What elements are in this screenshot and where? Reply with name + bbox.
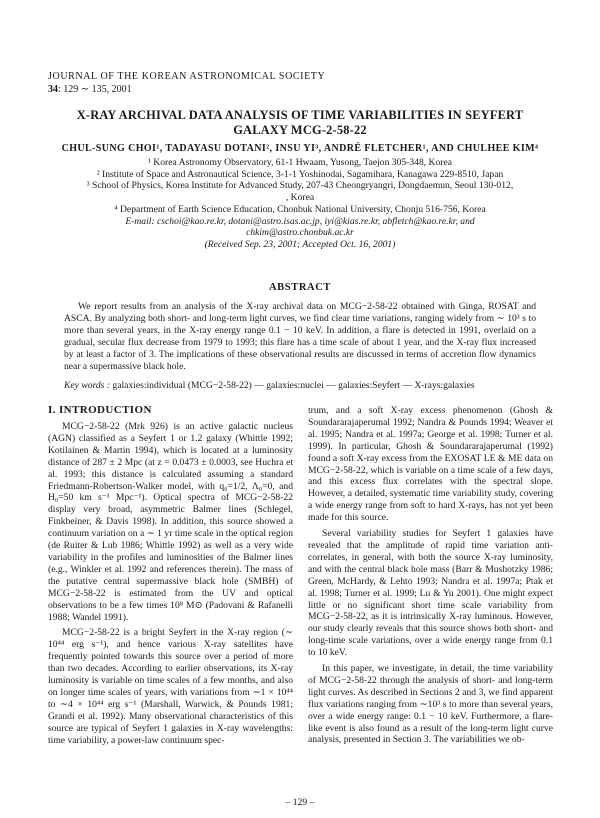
affiliation-3: ³ School of Physics, Korea Institute for Advanced Study, 207-43 Cheongryangri, Dongdaemun, Seoul 130-012, [86,180,514,192]
intro-paragraph-2-cont: trum, and a soft X-ray excess phenomenon (Ghosh & Soundararajaperumal 1992; Nandra & Pounds 1994; Weaver et al. 1995; Nandra et al. 1997a; George et al. 1998; Turner et al. 1999). In particular, Ghosh & Soundararajaperumal (1992) found a soft X-ray excess from the EXOSAT LE & ME data on MCG−2-58-22, which is variable on a time scale of a few days, and this excess flux correlates with the spectral slope. However, a detailed, systematic time variability study, covering a wide energy range from soft to hard X-rays, has not yet been made for this source. [308,405,553,524]
author-list: CHUL-SUNG CHOI¹, TADAYASU DOTANI², INSU YI³, ANDRÉ FLETCHER¹, AND CHULHEE KIM⁴ [61,143,539,154]
email-line-2: chkim@astro.chonbuk.ac.kr [246,227,354,239]
paper-title [40,108,560,138]
affiliation-4: ⁴ Department of Earth Science Education, Chonbuk National University, Chonju 516-756, Korea [114,203,486,215]
journal-volume-line [48,84,132,95]
right-column [308,405,553,746]
intro-paragraph-3: Several variability studies for Seyfert 1 galaxies have revealed that the amplitude of rapid time variation anti-correlates, in general, with both the source X-ray luminosity, and with the central black hole mass (Barr & Mushotzky 1986; Green, McHardy, & Lehto 1993; Nandra et al. 1997a; Ptak et al. 1998; Turner et al. 1999; Lu & Yu 2001). One might expect little or no significant short time scale variability from MCG−2-58-22, as it is intrinsically X-ray luminous. However, our study clearly reveals that this source shows both short- and long-time scale variations, over a wide energy range from 0.1 to 10 keV. [308,528,553,659]
page-number: – 129 – [285,797,315,808]
title-line-1: X-RAY ARCHIVAL DATA ANALYSIS OF TIME VARIABILITIES IN SEYFERT [76,108,524,122]
abstract-text: We report results from an analysis of the X-ray archival data on MCG−2-58-22 obtained with Ginga, ROSAT and ASCA. By analyzing both short- and long-term light curves, we find clear time variations, ranging widely from ∼ 10³ s to more than several years, in the X-ray energy range 0.1 − 10 keV. In addition, a flare is detected in 1991, overlaid on a gradual, secular flux decrease from 1979 to 1993; this flare has a time scale of about 1 year, and the X-ray flux increased by at least a factor of 3. The implications of these observational results are discussed in terms of accretion flow dynamics near a supermassive black hole. [64,301,536,372]
abstract-heading: ABSTRACT [269,282,331,293]
email-line-1: E-mail: cschoi@kao.re.kr, dotani@astro.isas.ac.jp, iyi@kias.re.kr, abfletch@kao.re.kr, and [125,215,475,227]
intro-paragraph-1: MCG−2-58-22 (Mrk 926) is an active galactic nucleus (AGN) classified as a Seyfert 1 or 1.2 galaxy (Whittle 1992; Kotilainen & Martin 1994), which is located at a luminosity distance of 287 ± 2 Mpc (at z = 0.0473 ± 0.0003, see Huchra et al. 1993; this distance is calculated assuming a standard Friedmann-Robertson-Walker model, with q₀=1/2, Λ₀=0, and H₀=50 km s⁻¹ Mpc⁻¹). Optical spectra of MCG−2-58-22 display very broad, asymmetric Balmer lines (Schlegel, Finkbeiner, & Davis 1998). In addition, this source showed a continuum variation on a ∼ 1 yr time scale in the optical region (de Ruiter & Lub 1986; Whittle 1992) as well as a very wide variability in the profiles and luminosities of the Balmer lines (e.g., Winkler et al. 1992 and references therein). The mass of the putative central supermassive black hole (SMBH) of MCG−2-58-22 is estimated from the UV and optical observations to be a few times 10⁸ M⊙ (Padovani & Rafanelli 1988; Wandel 1991). [48,421,293,623]
left-column [48,421,293,746]
keywords-label: Key words : [64,380,111,391]
journal-name: JOURNAL OF THE KOREAN ASTRONOMICAL SOCIETY [48,71,326,82]
keywords-text: galaxies:individual (MCG−2-58-22) — galaxies:nuclei — galaxies:Seyfert — X-rays:galaxies [112,380,475,391]
volume-number: 34 [48,84,58,95]
affiliation-3-country: , Korea [285,192,315,204]
affiliation-1: ¹ Korea Astronomy Observatory, 61-1 Hwaam, Yusong, Taejon 305-348, Korea [148,157,452,168]
received-dates: (Received Sep. 23, 2001; Accepted Oct. 16, 2001) [204,238,396,250]
keywords [64,380,536,392]
section-heading-introduction: I. INTRODUCTION [48,404,152,416]
intro-paragraph-4: In this paper, we investigate, in detail, the time variability of MCG−2-58-22 through the analysis of short- and long-term light curves. As described in Sections 2 and 3, we find apparent flux variations ranging from ∼10³ s to more than several years, over a wide energy range: 0.1 − 10 keV. Furthermore, a flare-like event is also found as a result of the long-term light curve analysis, presented in Section 3. The variabilities we ob- [308,663,553,746]
affiliations [40,157,560,251]
affiliation-2: ² Institute of Space and Astronautical Science, 3-1-1 Yoshinodai, Sagamihara, Kanagawa 229-8510, Japan [96,168,504,180]
volume-pages: : 129 ∼ 135, 2001 [58,84,132,95]
intro-paragraph-2: MCG−2-58-22 is a bright Seyfert in the X-ray region (∼ 10⁴⁴ erg s⁻¹), and hence various X-ray satellites have frequently pointed towards this source over a period of more than two decades. According to earlier observations, its X-ray luminosity is variable on time scales of a few months, and also on longer time scales of years, with variations from ∼1 × 10⁴⁴ to ∼4 × 10⁴⁴ erg s⁻¹ (Marshall, Warwick, & Pounds 1981; Grandi et al. 1992). Many observational characteristics of this source are typical of Seyfert 1 galaxies in X-ray wavelengths: time variability, a power-law continuum spec- [48,627,293,746]
title-line-2: GALAXY MCG-2-58-22 [233,123,367,137]
